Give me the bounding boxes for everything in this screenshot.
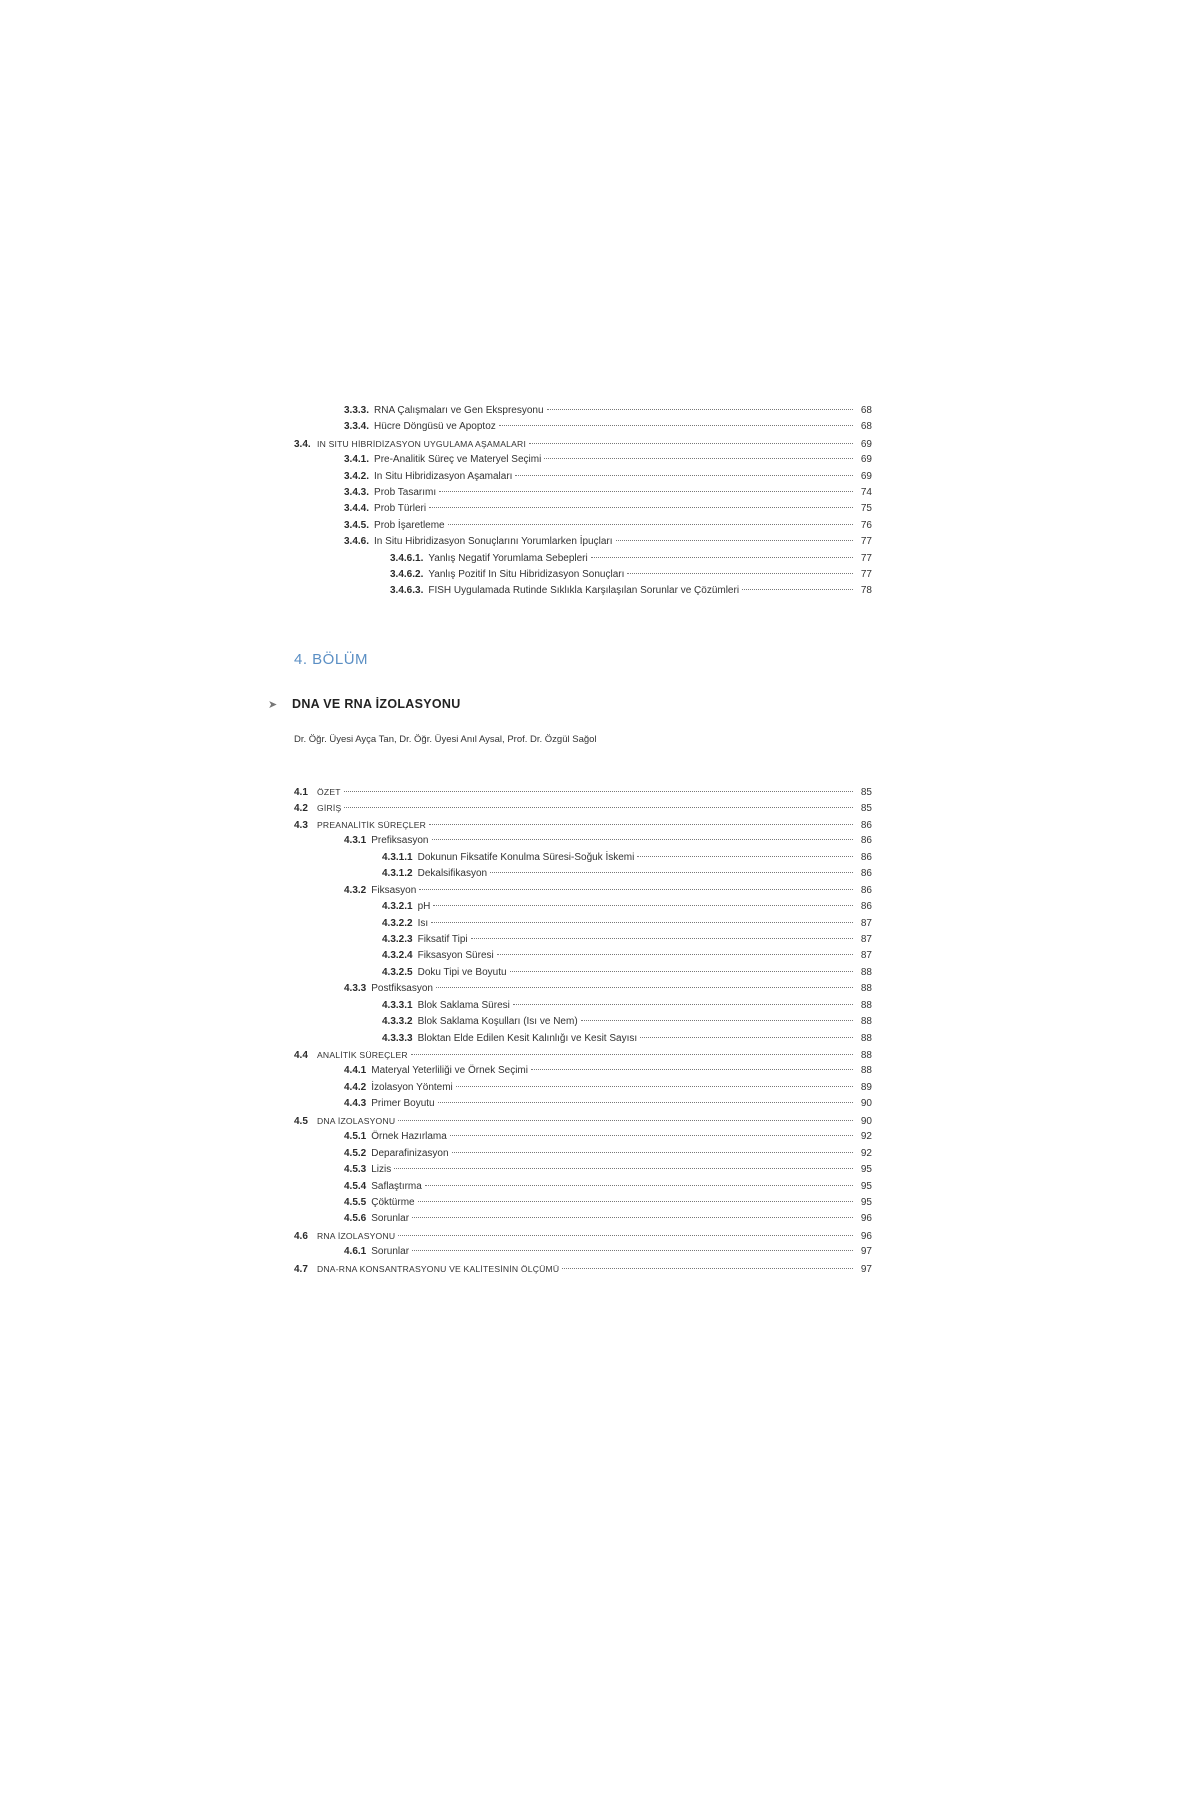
toc-entry[interactable] [294,567,872,583]
toc-entry-page: 76 [860,519,872,531]
toc-entry[interactable] [294,1162,872,1178]
toc-entry-page: 88 [860,1065,872,1077]
toc-entry-label: RNA İZOLASYONU [317,1230,396,1241]
toc-entry[interactable] [294,817,872,833]
toc-entry[interactable] [294,916,872,932]
toc-entry-page: 97 [860,1246,872,1258]
toc-entry-label: Saflaştırma [371,1180,422,1192]
toc-entry[interactable] [294,981,872,997]
toc-entry-number: 3.4.6.1. [390,552,424,564]
toc-entry-number: 4.5.5 [344,1196,367,1208]
toc-entry-label: DNA-RNA KONSANTRASYONU VE KALİTESİNİN ÖLÇÜMÜ [317,1263,560,1274]
toc-entry-number: 3.3.4. [344,421,370,433]
toc-entry-label: In Situ Hibridizasyon Aşamaları [374,470,513,482]
toc-entry-label: Sorunlar [371,1246,410,1258]
toc-entry-label: Sorunlar [371,1213,410,1225]
toc-entry-label: Lizis [371,1164,392,1176]
toc-chapter-4 [294,784,872,1277]
chapter-heading: 4. BÖLÜM [294,651,369,668]
toc-dot-leader [490,872,853,873]
toc-entry-page: 69 [860,470,872,482]
toc-entry-number: 3.4.6.2. [390,568,424,580]
toc-entry[interactable] [294,436,872,452]
toc-entry-label: Fiksatif Tipi [417,933,468,945]
toc-dot-leader [439,491,853,492]
toc-entry-number: 4.2 [294,803,308,815]
toc-entry-label: Blok Saklama Koşulları (Isı ve Nem) [417,1016,578,1028]
toc-entry-page: 88 [860,966,872,978]
toc-entry-number: 4.3.2.3 [382,933,413,945]
toc-entry[interactable] [294,452,872,468]
toc-entry-number: 4.4.1 [344,1065,367,1077]
toc-entry-label: Prob Türleri [374,503,427,515]
toc-dot-leader [510,971,853,972]
toc-dot-leader [412,1250,853,1251]
toc-entry-label: Blok Saklama Süresi [417,999,510,1011]
toc-entry-label: Dokunun Fiksatife Konulma Süresi-Soğuk İskemi [417,851,635,863]
toc-entry-number: 4.3.2.4 [382,950,413,962]
toc-entry-page: 88 [860,999,872,1011]
toc-dot-leader [640,1037,853,1038]
toc-dot-leader [433,905,853,906]
toc-entry-number: 4.3.1 [344,835,367,847]
toc-dot-leader [471,938,853,939]
toc-entry-number: 4.3.2.1 [382,901,413,913]
toc-entry-number: 4.3.1.1 [382,851,413,863]
toc-entry[interactable] [294,1014,872,1030]
toc-entry[interactable] [294,1080,872,1096]
toc-entry-page: 86 [860,868,872,880]
toc-entry-label: Doku Tipi ve Boyutu [417,966,507,978]
chapter-title: DNA VE RNA İZOLASYONU [292,697,461,711]
toc-entry-page: 88 [860,1016,872,1028]
toc-entry[interactable] [294,1179,872,1195]
toc-entry-page: 87 [860,950,872,962]
toc-dot-leader [398,1235,853,1236]
toc-entry-label: Dekalsifikasyon [417,868,488,880]
toc-entry-number: 4.5 [294,1115,308,1127]
toc-entry-page: 77 [860,568,872,580]
toc-entry-label: Prob İşaretleme [374,519,445,531]
toc-entry-number: 4.3.3.2 [382,1016,413,1028]
toc-entry-page: 88 [860,1050,872,1061]
toc-entry-page: 95 [860,1196,872,1208]
toc-entry[interactable] [294,1129,872,1145]
toc-dot-leader [499,425,853,426]
toc-entry[interactable] [294,998,872,1014]
toc-entry[interactable] [294,534,872,550]
toc-entry[interactable] [294,1195,872,1211]
toc-entry-page: 96 [860,1213,872,1225]
toc-entry-label: Isı [417,917,429,929]
toc-entry-page: 77 [860,552,872,564]
toc-dot-leader [529,443,853,444]
toc-entry-label: RNA Çalışmaları ve Gen Ekspresyonu [374,405,544,416]
toc-entry[interactable] [294,403,872,419]
toc-entry-label: PREANALİTİK SÜREÇLER [317,819,427,830]
toc-entry[interactable] [294,1261,872,1277]
toc-entry-page: 75 [860,503,872,515]
toc-dot-leader [562,1268,853,1269]
toc-entry-page: 88 [860,983,872,995]
toc-entry-number: 4.4 [294,1050,308,1061]
toc-entry-number: 4.3.2 [344,884,367,896]
toc-entry-label: Postfiksasyon [371,983,433,995]
toc-entry-page: 90 [860,1115,872,1127]
toc-dot-leader [531,1069,853,1070]
toc-dot-leader [411,1054,853,1055]
toc-chapter-3-continued [294,403,872,600]
toc-entry-page: 86 [860,884,872,896]
toc-entry-number: 4.5.4 [344,1180,367,1192]
toc-entry-number: 3.4.5. [344,519,370,531]
toc-dot-leader [429,507,853,508]
toc-entry-number: 4.1 [294,787,308,798]
toc-entry-label: GİRİŞ [317,803,342,814]
toc-entry[interactable] [294,866,872,882]
toc-dot-leader [429,824,853,825]
toc-entry-page: 85 [860,787,872,798]
toc-entry-label: In Situ Hibridizasyon Sonuçlarını Yorumlarken İpuçları [374,536,613,548]
toc-dot-leader [344,791,853,792]
toc-entry-page: 96 [860,1230,872,1242]
toc-entry-page: 74 [860,486,872,498]
toc-entry-page: 95 [860,1164,872,1176]
toc-entry[interactable] [294,833,872,849]
toc-entry-page: 89 [860,1081,872,1093]
toc-entry[interactable] [294,883,872,899]
toc-entry-number: 4.3.2.2 [382,917,413,929]
toc-dot-leader [616,540,854,541]
toc-entry[interactable] [294,501,872,517]
toc-entry-page: 85 [860,803,872,815]
toc-entry-number: 4.3.3.1 [382,999,413,1011]
toc-entry-page: 68 [860,421,872,433]
toc-entry[interactable] [294,518,872,534]
chapter-authors: Dr. Öğr. Üyesi Ayça Tan, Dr. Öğr. Üyesi Anıl Aysal, Prof. Dr. Özgül Sağol [294,734,597,745]
toc-entry-number: 4.3.2.5 [382,966,413,978]
toc-entry-label: Hücre Döngüsü ve Apoptoz [374,421,496,433]
toc-entry-label: ÖZET [317,787,341,797]
toc-entry-page: 86 [860,835,872,847]
toc-dot-leader [398,1120,853,1121]
toc-entry[interactable] [294,1031,872,1047]
toc-entry-number: 4.3 [294,819,308,831]
toc-entry-page: 92 [860,1131,872,1143]
toc-entry[interactable] [294,469,872,485]
toc-entry[interactable] [294,899,872,915]
toc-dot-leader [627,573,853,574]
toc-entry-number: 4.6.1 [344,1246,367,1258]
toc-entry-number: 3.4.2. [344,470,370,482]
toc-entry-page: 86 [860,851,872,863]
toc-entry[interactable] [294,948,872,964]
toc-entry[interactable] [294,1211,872,1227]
toc-entry-number: 4.4.3 [344,1098,367,1110]
toc-entry-page: 86 [860,819,872,831]
toc-entry-page: 69 [860,438,872,450]
toc-dot-leader [448,524,853,525]
toc-entry-page: 68 [860,405,872,416]
toc-entry-number: 3.4.4. [344,503,370,515]
toc-entry[interactable] [294,784,872,800]
toc-entry-page: 87 [860,933,872,945]
arrow-bullet-icon: ➤ [268,698,278,711]
toc-dot-leader [742,589,853,590]
toc-entry-label: Prefiksasyon [371,835,429,847]
toc-entry-number: 3.4.1. [344,454,370,466]
toc-entry-page: 92 [860,1147,872,1159]
toc-entry[interactable] [294,850,872,866]
toc-entry[interactable] [294,1244,872,1260]
toc-entry-page: 77 [860,536,872,548]
toc-entry-page: 69 [860,454,872,466]
toc-dot-leader [513,1004,853,1005]
toc-entry-number: 4.6 [294,1230,308,1242]
toc-dot-leader [436,987,853,988]
toc-entry-page: 90 [860,1098,872,1110]
toc-entry-label: Yanlış Pozitif In Situ Hibridizasyon Sonuçları [428,568,625,580]
toc-entry-page: 86 [860,901,872,913]
toc-entry-number: 4.3.3 [344,983,367,995]
toc-entry-number: 4.3.1.2 [382,868,413,880]
toc-dot-leader [581,1020,853,1021]
toc-dot-leader [419,889,853,890]
toc-entry-label: Bloktan Elde Edilen Kesit Kalınlığı ve Kesit Sayısı [417,1032,638,1044]
toc-entry[interactable] [294,419,872,435]
toc-entry-label: Primer Boyutu [371,1098,435,1110]
toc-entry-label: Prob Tasarımı [374,486,437,498]
toc-entry-number: 3.3.3. [344,405,370,416]
toc-entry-page: 97 [860,1263,872,1275]
toc-entry-number: 3.4.3. [344,486,370,498]
toc-dot-leader [547,409,853,410]
toc-dot-leader [438,1102,853,1103]
toc-entry-label: Örnek Hazırlama [371,1131,447,1143]
toc-entry-label: Fiksasyon [371,884,417,896]
toc-entry-number: 3.4. [294,438,311,450]
toc-dot-leader [544,458,853,459]
toc-entry[interactable] [294,485,872,501]
toc-entry-page: 88 [860,1032,872,1044]
toc-dot-leader [431,922,853,923]
toc-dot-leader [425,1185,853,1186]
toc-entry-number: 4.3.3.3 [382,1032,413,1044]
toc-dot-leader [432,839,854,840]
toc-dot-leader [456,1086,853,1087]
toc-dot-leader [344,807,853,808]
toc-dot-leader [394,1168,853,1169]
toc-entry-number: 3.4.6. [344,536,370,548]
toc-entry[interactable] [294,800,872,816]
toc-entry-label: İzolasyon Yöntemi [371,1081,453,1093]
toc-dot-leader [591,557,853,558]
toc-entry[interactable] [294,965,872,981]
toc-entry[interactable] [294,583,872,599]
toc-entry-page: 78 [860,585,872,597]
toc-entry-page: 87 [860,917,872,929]
toc-dot-leader [637,856,853,857]
toc-entry-label: Fiksasyon Süresi [417,950,494,962]
toc-entry-label: Yanlış Negatif Yorumlama Sebepleri [428,552,588,564]
toc-entry-label: Materyal Yeterliliği ve Örnek Seçimi [371,1065,528,1077]
toc-dot-leader [450,1135,853,1136]
toc-entry-label: Çöktürme [371,1196,415,1208]
toc-entry-label: IN SITU HİBRİDİZASYON UYGULAMA AŞAMALARI [317,438,527,449]
chapter-title-row [268,697,461,711]
toc-entry-number: 4.5.1 [344,1131,367,1143]
toc-dot-leader [515,475,853,476]
toc-entry[interactable] [294,551,872,567]
toc-entry-label: ANALİTİK SÜREÇLER [317,1050,408,1060]
toc-dot-leader [452,1152,853,1153]
toc-dot-leader [497,954,853,955]
toc-entry-number: 3.4.6.3. [390,585,424,597]
toc-entry-number: 4.5.6 [344,1213,367,1225]
toc-entry[interactable] [294,1146,872,1162]
toc-dot-leader [418,1201,853,1202]
toc-entry-label: FISH Uygulamada Rutinde Sıklıkla Karşılaşılan Sorunlar ve Çözümleri [428,585,740,597]
toc-entry[interactable] [294,1063,872,1079]
toc-entry-number: 4.4.2 [344,1081,367,1093]
toc-entry[interactable] [294,932,872,948]
toc-entry-label: pH [417,901,431,913]
toc-entry-label: Deparafinizasyon [371,1147,449,1159]
toc-entry-number: 4.5.2 [344,1147,367,1159]
toc-entry[interactable] [294,1228,872,1244]
toc-entry-label: DNA İZOLASYONU [317,1115,396,1126]
toc-entry-label: Pre-Analitik Süreç ve Materyel Seçimi [374,454,542,466]
toc-entry-number: 4.7 [294,1263,308,1275]
toc-entry-number: 4.5.3 [344,1164,367,1176]
toc-entry[interactable] [294,1096,872,1112]
toc-entry-page: 95 [860,1180,872,1192]
toc-dot-leader [412,1217,853,1218]
toc-entry[interactable] [294,1047,872,1063]
toc-entry[interactable] [294,1113,872,1129]
